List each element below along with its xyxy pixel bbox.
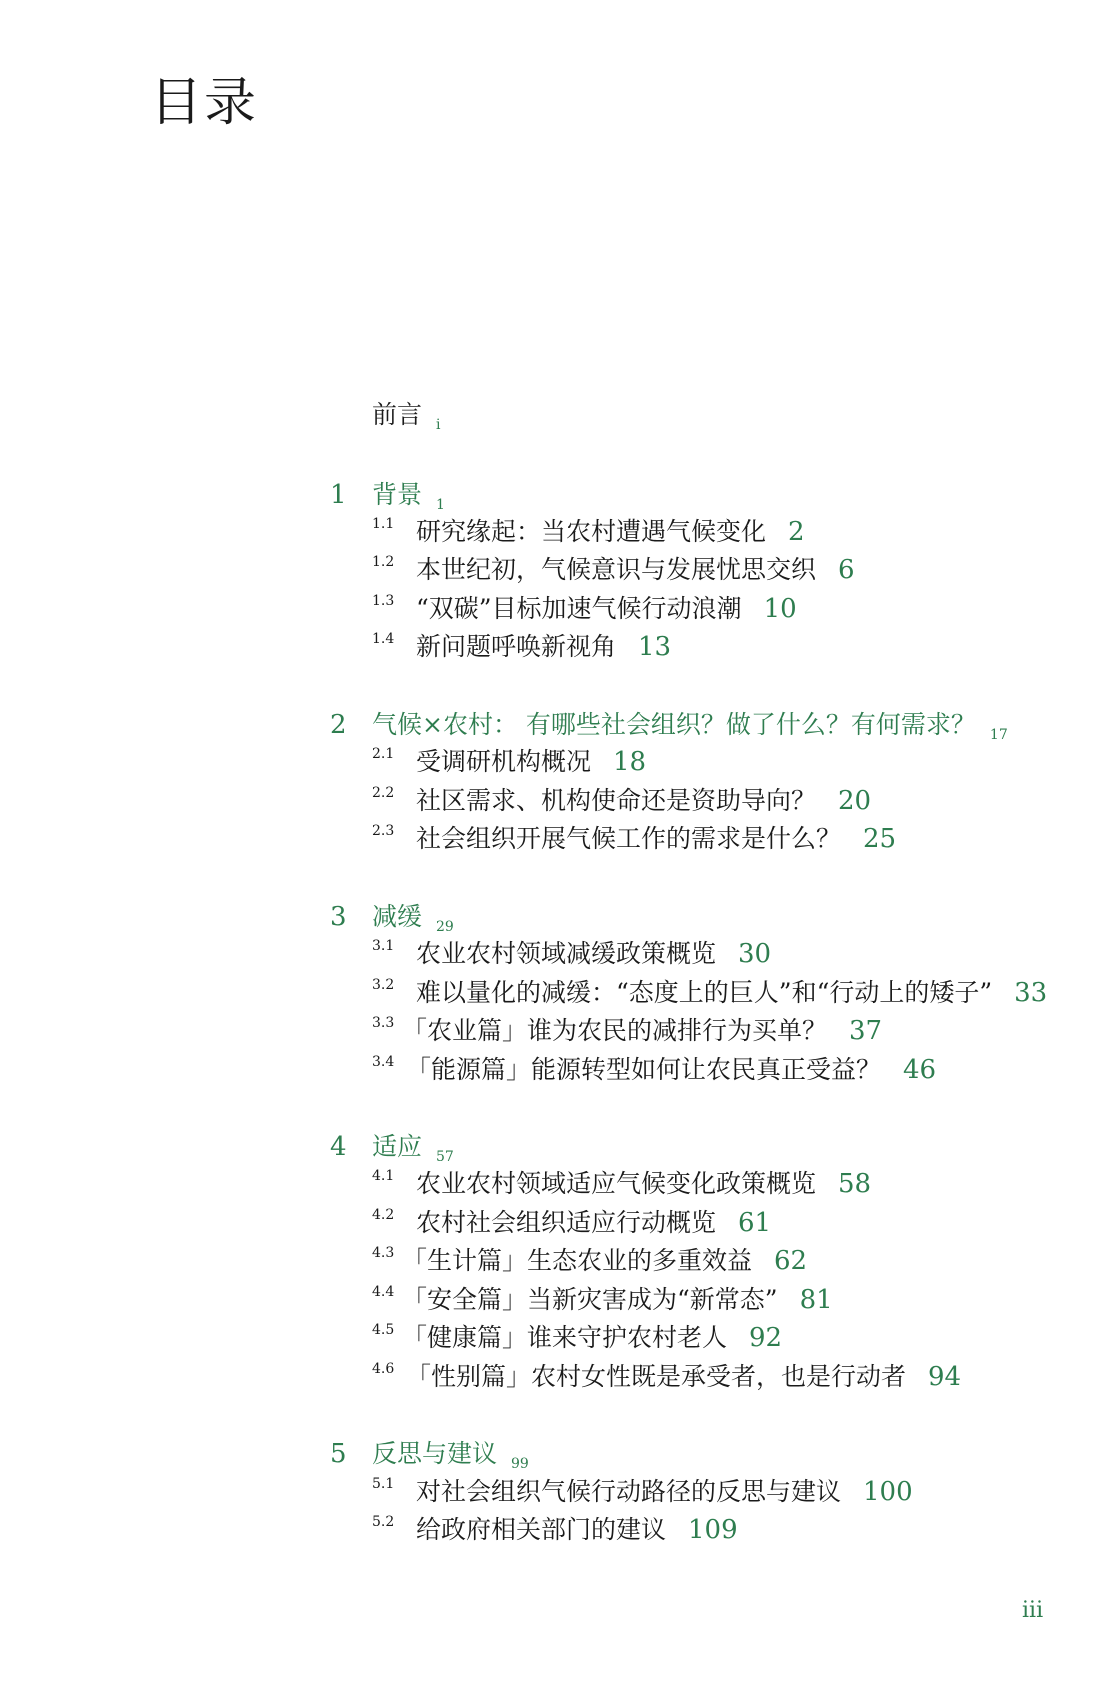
section-number: 5.1 — [372, 1476, 395, 1492]
chapter-title: 气候×农村： 有哪些社会组织？做了什么？有何需求？ $_{17}$ — [372, 710, 1008, 743]
section-number: 4.6 — [372, 1361, 395, 1377]
preface-title: 前言 $_i$ — [372, 400, 441, 433]
section-page: 61 — [738, 1208, 772, 1238]
chapter-number: 5 — [330, 1439, 347, 1469]
section-page: 25 — [863, 824, 897, 854]
section-page: 30 — [738, 939, 772, 969]
section-page: 62 — [774, 1246, 808, 1276]
section-number: 1.1 — [372, 516, 395, 532]
section-number: 5.2 — [372, 1514, 395, 1530]
section-number: 2.1 — [372, 746, 395, 762]
section-page: 6 — [838, 555, 855, 585]
section-page: 13 — [638, 632, 672, 662]
section-number: 2.3 — [372, 823, 395, 839]
section-page: 92 — [749, 1323, 783, 1353]
page-folio: iii — [1022, 1598, 1044, 1623]
section-title: 「健康篇」谁来守护农村老人 92 — [402, 1323, 783, 1353]
preface-page: i — [436, 417, 441, 433]
section-title: 「生计篇」生态农业的多重效益 62 — [402, 1246, 808, 1276]
chapter-title: 适应 $_{57}$ — [372, 1132, 454, 1165]
section-page: 33 — [1014, 978, 1048, 1008]
chapter-number: 4 — [330, 1132, 347, 1162]
section-page: 10 — [763, 594, 797, 624]
section-number: 3.4 — [372, 1054, 395, 1070]
section-title: 研究缘起：当农村遭遇气候变化 2 — [416, 517, 805, 547]
chapter-number: 2 — [330, 710, 347, 740]
section-page: 20 — [838, 786, 872, 816]
section-number: 1.3 — [372, 593, 395, 609]
chapter-number: 1 — [330, 480, 347, 510]
section-number: 4.3 — [372, 1245, 395, 1261]
section-title: 「安全篇」当新灾害成为“新常态” 81 — [402, 1285, 833, 1315]
section-title: 农业农村领域减缓政策概览 30 — [416, 939, 772, 969]
chapter-page: 29 — [436, 919, 454, 935]
chapter-page: 17 — [989, 727, 1008, 743]
section-number: 3.1 — [372, 938, 395, 954]
chapter-title: 反思与建议 $_{99}$ — [372, 1439, 529, 1472]
chapter-number: 3 — [330, 902, 347, 932]
section-page: 81 — [799, 1285, 833, 1315]
section-number: 3.2 — [372, 977, 395, 993]
section-number: 4.2 — [372, 1207, 395, 1223]
section-number: 3.3 — [372, 1015, 395, 1031]
section-page: 58 — [838, 1169, 872, 1199]
section-title: 新问题呼唤新视角 13 — [416, 632, 672, 662]
section-page: 100 — [863, 1477, 913, 1507]
section-number: 1.2 — [372, 554, 395, 570]
section-title: 农业农村领域适应气候变化政策概览 58 — [416, 1169, 872, 1199]
section-number: 4.1 — [372, 1168, 395, 1184]
section-page: 94 — [928, 1362, 962, 1392]
section-title: 对社会组织气候行动路径的反思与建议 100 — [416, 1477, 913, 1507]
section-number: 4.4 — [372, 1284, 395, 1300]
section-page: 109 — [688, 1515, 738, 1545]
section-title: 「性别篇」农村女性既是承受者，也是行动者 94 — [406, 1362, 962, 1392]
section-page: 46 — [903, 1055, 937, 1085]
section-title: 农村社会组织适应行动概览 61 — [416, 1208, 772, 1238]
section-page: 18 — [613, 747, 647, 777]
section-title: 给政府相关部门的建议 109 — [416, 1515, 738, 1545]
section-page: 37 — [849, 1016, 883, 1046]
section-title: 受调研机构概况 18 — [416, 747, 647, 777]
page-title: 目录 — [150, 73, 259, 133]
section-number: 2.2 — [372, 785, 395, 801]
section-number: 1.4 — [372, 631, 395, 647]
chapter-page: 99 — [511, 1456, 529, 1472]
section-number: 4.5 — [372, 1322, 395, 1338]
chapter-page: 57 — [436, 1149, 454, 1165]
section-title: 难以量化的减缓：“态度上的巨人”和“行动上的矮子” 33 — [416, 978, 1048, 1008]
section-title: “双碳”目标加速气候行动浪潮 10 — [416, 594, 797, 624]
section-title: 本世纪初，气候意识与发展忧思交织 6 — [416, 555, 855, 585]
chapter-page: 1 — [436, 497, 445, 513]
chapter-title: 减缓 $_{29}$ — [372, 902, 454, 935]
section-title: 「能源篇」能源转型如何让农民真正受益？ 46 — [406, 1055, 937, 1085]
section-page: 2 — [788, 517, 805, 547]
section-title: 社区需求、机构使命还是资助导向？ 20 — [416, 786, 872, 816]
section-title: 社会组织开展气候工作的需求是什么？ 25 — [416, 824, 897, 854]
chapter-title: 背景 $_1$ — [372, 480, 445, 513]
section-title: 「农业篇」谁为农民的减排行为买单？ 37 — [402, 1016, 883, 1046]
